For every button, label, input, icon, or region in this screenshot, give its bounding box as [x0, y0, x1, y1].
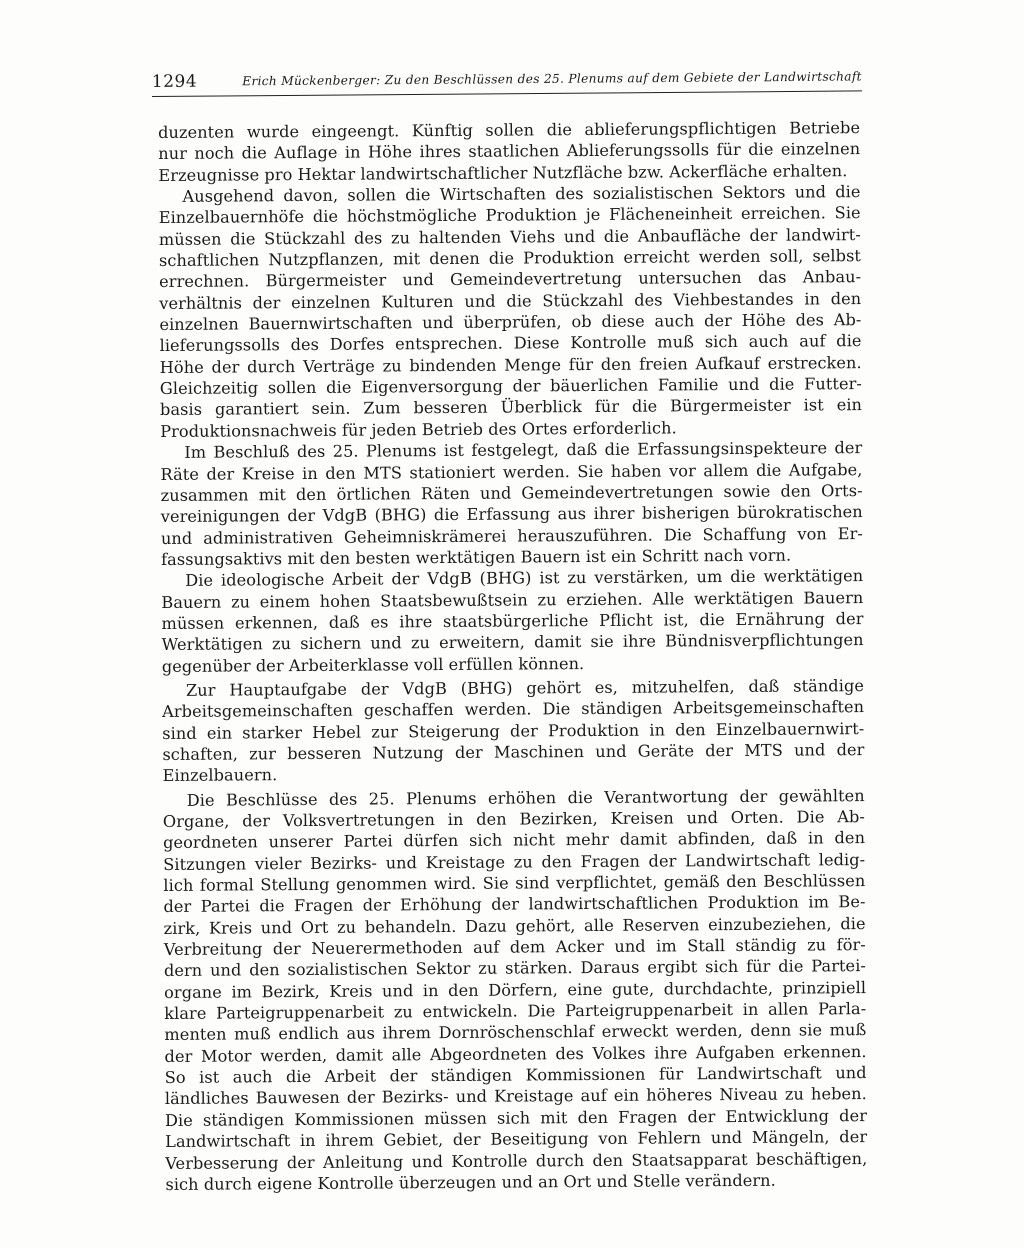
- text-line: Einzelbauern.: [162, 765, 278, 786]
- text-line: zusammen mit den örtlichen Räten und Gemeindevertretungen sowie den Orts-: [160, 480, 863, 505]
- text-line: Bauern zu einem hohen Staatsbewußtsein zu erziehen. Alle werktätigen Bauern: [161, 587, 864, 612]
- text-line: Zur Hauptaufgabe der VdgB (BHG) gehört es, mitzuhelfen, daß ständige: [185, 676, 865, 700]
- text-line: Verbreitung der Neuerermethoden auf dem Acker und im Stall ständig zu för-: [163, 935, 866, 960]
- text-line: So ist auch die Arbeit der ständigen Kommissionen für Landwirtschaft und: [164, 1063, 867, 1088]
- text-line: Arbeitsgemeinschaften geschaffen werden. Die ständigen Arbeitsgemeinschaften: [162, 697, 865, 722]
- text-line: sind ein starker Hebel zur Steigerung der Produktion in den Einzelbauernwirt-: [162, 718, 865, 743]
- text-line: Landwirtschaft in ihrem Gebiet, der Beseitigung von Fehlern und Mängeln, der: [165, 1127, 868, 1152]
- text-line: schaftlichen Nutzpflanzen, mit denen die Produktion erreicht werden soll, selbst: [158, 246, 862, 271]
- text-line: sich durch eigene Kontrolle überzeugen und an Ort und Stelle verändern.: [165, 1170, 776, 1194]
- text-line: vereinigungen der VdgB (BHG) die Erfassung aus ihrer bisherigen bürokratischen: [160, 502, 863, 527]
- paragraph: [160, 437, 863, 570]
- text-line: Die ständigen Kommissionen müssen sich mit den Fragen der Entwicklung der: [164, 1105, 868, 1130]
- text-line: lieferungssolls des Dorfes entsprechen. Diese Kontrolle muß sich auch auf die: [159, 331, 862, 356]
- text-line: fassungsaktivs mit den besten werktätigen Bauern ist ein Schritt nach vorn.: [160, 545, 792, 569]
- text-line: Organe, der Volksvertretungen in den Bezirken, Kreisen und Orten. Die Ab-: [162, 807, 865, 831]
- page-number: 1294: [151, 71, 198, 93]
- text-line: lich formal Stellung genommen wird. Sie sind verpflichtet, gemäß den Beschlüssen: [163, 871, 866, 896]
- text-line: der Partei die Fragen der Erhöhung der landwirtschaftlichen Produktion im Be-: [163, 892, 866, 917]
- paragraph: [163, 785, 868, 1195]
- text-line: und administrativen Geheimniskrämerei herauszuführen. Die Schaffung von Er-: [160, 523, 863, 548]
- text-line: Höhe der durch Verträge zu bindenden Menge für den freien Aufkauf erstrecken.: [159, 352, 862, 377]
- text-line: dern und den sozialistischen Sektor zu stärken. Daraus ergibt sich für die Partei-: [163, 956, 866, 981]
- text-line: müssen erkennen, daß es ihre staatsbürgerliche Pflicht ist, die Ernährung der: [161, 608, 864, 633]
- text-line: duzenten wurde eingeengt. Künftig sollen die ablieferungspflichtigen Betriebe: [158, 118, 861, 142]
- paragraph: [158, 181, 862, 442]
- text-line: zirk, Kreis und Ort zu behandeln. Dazu gehört, alle Reserven einzubeziehen, die: [163, 913, 866, 938]
- text-line: organe im Bezirk, Kreis und in den Dörfern, eine gute, durchdachte, prinzipiell: [164, 977, 867, 1002]
- text-line: einzelnen Bauernwirtschaften und überprüfen, ob diese auch der Höhe des Ab-: [159, 310, 862, 335]
- text-line: Die Beschlüsse des 25. Plenums erhöhen die Verantwortung der gewählten: [186, 785, 865, 810]
- text-line: ländliches Bauwesen der Bezirks- und Kreistage auf ein höheres Niveau zu heben.: [164, 1084, 867, 1109]
- text-line: Räte der Kreise in den MTS stationiert werden. Sie haben vor allem die Aufgabe,: [160, 459, 863, 484]
- text-line: Gleichzeitig sollen die Eigenversorgung der bäuerlichen Familie und die Futter-: [159, 374, 862, 399]
- text-line: Produktionsnachweis für jeden Betrieb des Ortes erforderlich.: [160, 418, 677, 441]
- text-line: Erzeugnisse pro Hektar landwirtschaftlicher Nutzfläche bzw. Ackerfläche erhalten.: [158, 160, 848, 185]
- paragraph: [161, 565, 864, 677]
- text-line: Im Beschluß des 25. Plenums ist festgelegt, daß die Erfassungsinspekteure der: [184, 438, 863, 462]
- text-line: Ausgehend davon, sollen die Wirtschaften des sozialistischen Sektors und die: [182, 182, 861, 206]
- text-line: Einzelbauernhöfe die höchstmögliche Produktion je Flächeneinheit erreichen. Sie: [158, 203, 861, 228]
- paragraph: [162, 675, 865, 787]
- body-text: [158, 117, 867, 1195]
- running-title: Erich Mückenberger: Zu den Beschlüssen des 25. Plenums auf dem Gebiete der Landwirtschaft: [242, 69, 862, 89]
- page-header: [152, 66, 862, 97]
- text-line: geordneten unserer Partei dürfen sich nicht mehr damit abfinden, daß in den: [162, 828, 866, 853]
- text-line: basis garantiert sein. Zum besseren Überblick für die Bürgermeister ist ein: [159, 395, 863, 420]
- text-line: Werktätigen zu sichern und zu erweitern, damit sie ihre Bündnisverpflichtungen: [161, 630, 864, 655]
- paragraph: [158, 117, 860, 186]
- text-line: Verbesserung der Anleitung und Kontrolle durch den Staatsapparat beschäftigen,: [165, 1148, 868, 1173]
- text-line: schaften, zur besseren Nutzung der Maschinen und Geräte der MTS und der: [162, 740, 865, 764]
- text-line: müssen die Stückzahl des zu haltenden Viehs und die Anbaufläche der landwirt-: [158, 224, 861, 249]
- text-line: verhältnis der einzelnen Kulturen und die Stückzahl des Viehbestandes in den: [159, 288, 862, 313]
- text-line: nur noch die Auflage in Höhe ihres staatlichen Ablieferungssolls für die einzelnen: [158, 139, 861, 164]
- text-line: Sitzungen vieler Bezirks- und Kreistage zu den Fragen der Landwirtschaft ledig-: [163, 849, 866, 874]
- text-line: errechnen. Bürgermeister und Gemeindevertretung untersuchen das Anbau-: [159, 267, 862, 292]
- text-line: Die ideologische Arbeit der VdgB (BHG) ist zu verstärken, um die werktätigen: [185, 566, 864, 591]
- text-line: menten muß endlich aus ihrem Dornröschenschlaf erweckt werden, denn sie muß: [164, 1020, 867, 1045]
- text-line: der Motor werden, damit alle Abgeordneten des Volkes ihre Aufgaben erkennen.: [164, 1041, 867, 1066]
- text-line: gegenüber der Arbeiterklasse voll erfüllen können.: [161, 653, 585, 676]
- text-line: klare Parteigruppenarbeit zu entwickeln. Die Parteigruppenarbeit in allen Parla-: [164, 999, 867, 1024]
